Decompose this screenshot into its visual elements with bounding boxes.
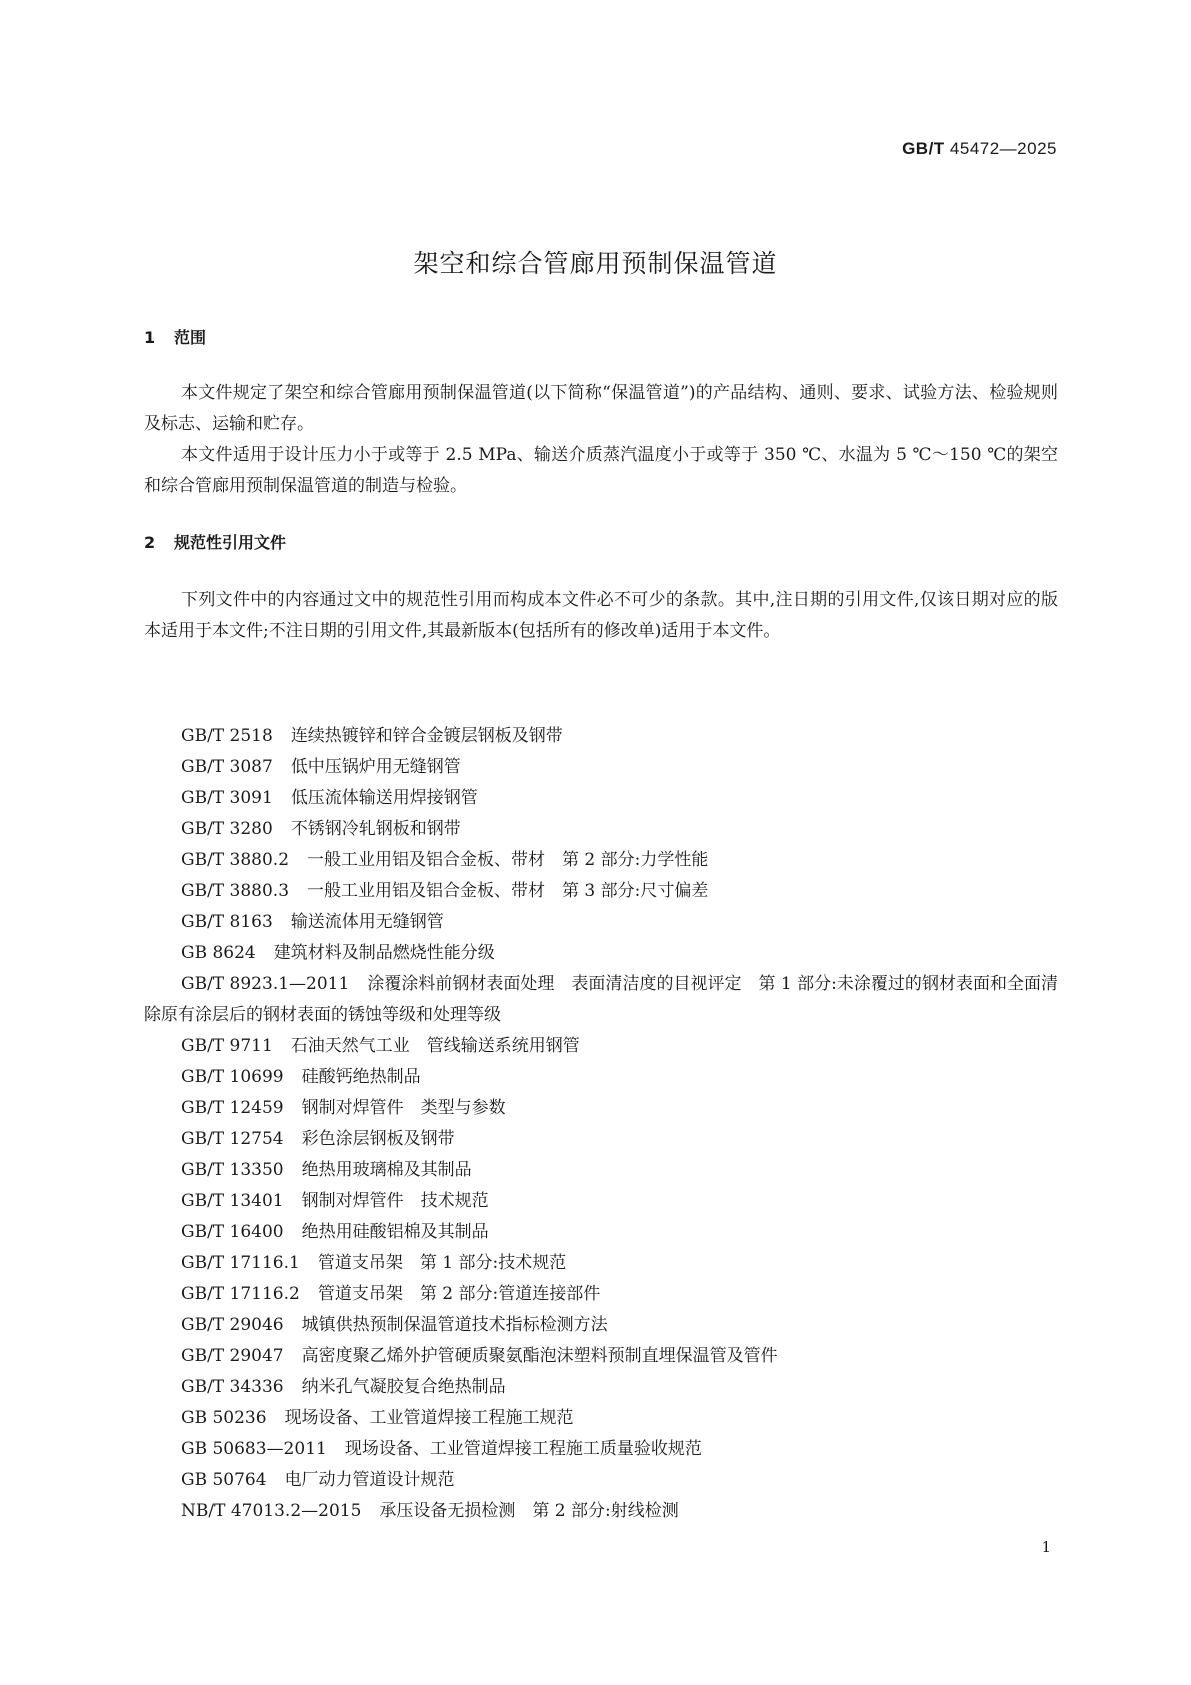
reference-item [144, 1217, 1058, 1248]
reference-item [144, 752, 1058, 783]
reference-item [144, 1248, 1058, 1279]
reference-title: 现场设备、工业管道焊接工程施工质量验收规范 [344, 1439, 702, 1459]
reference-title: 绝热用玻璃棉及其制品 [301, 1160, 472, 1180]
reference-code: GB/T 29047 [181, 1346, 284, 1366]
document-title: 架空和综合管廊用预制保温管道 [413, 249, 778, 278]
reference-item [144, 876, 1058, 907]
standard-prefix: GB/T [902, 139, 945, 158]
reference-title: 承压设备无损检测 第 2 部分:射线检测 [379, 1501, 679, 1521]
reference-item [144, 1124, 1058, 1155]
section-2-heading [144, 530, 286, 553]
reference-code: GB 50683—2011 [181, 1439, 327, 1459]
normative-reference-list [144, 721, 1058, 1527]
reference-item [144, 1031, 1058, 1062]
reference-code: GB 50764 [181, 1470, 267, 1490]
standard-number [902, 139, 1057, 159]
reference-code: GB/T 13350 [181, 1160, 284, 1180]
reference-title: 硅酸钙绝热制品 [301, 1067, 421, 1087]
reference-title: 一般工业用铝及铝合金板、带材 第 3 部分:尺寸偏差 [307, 881, 709, 901]
reference-code: GB/T 9711 [181, 1036, 273, 1056]
references-intro: 下列文件中的内容通过文中的规范性引用而构成本文件必不可少的条款。其中,注日期的引用文件,仅该日期对应的版本适用于本文件;不注日期的引用文件,其最新版本(包括所有的修改单)适用于本文件。 [144, 590, 1058, 641]
reference-title: 输送流体用无缝钢管 [290, 912, 444, 932]
reference-title: 一般工业用铝及铝合金板、带材 第 2 部分:力学性能 [307, 850, 709, 870]
reference-code: GB/T 17116.2 [181, 1284, 300, 1304]
reference-title: 电厂动力管道设计规范 [284, 1470, 455, 1490]
reference-title: 高密度聚乙烯外护管硬质聚氨酯泡沫塑料预制直埋保温管及管件 [301, 1346, 778, 1366]
reference-code: GB/T 8923.1—2011 [181, 974, 350, 994]
reference-title: 纳米孔气凝胶复合绝热制品 [301, 1377, 506, 1397]
reference-title: 石油天然气工业 管线输送系统用钢管 [290, 1036, 580, 1056]
reference-item [144, 907, 1058, 938]
reference-code: NB/T 47013.2—2015 [181, 1501, 362, 1521]
reference-code: GB/T 3280 [181, 819, 273, 839]
reference-title: 彩色涂层钢板及钢带 [301, 1129, 455, 1149]
reference-item [144, 1279, 1058, 1310]
reference-code: GB/T 2518 [181, 726, 273, 746]
reference-item [144, 1403, 1058, 1434]
reference-title: 管道支吊架 第 2 部分:管道连接部件 [317, 1284, 601, 1304]
reference-code: GB/T 3880.2 [181, 850, 290, 870]
section-1-heading [144, 325, 206, 348]
reference-item [144, 1062, 1058, 1093]
reference-code: GB 50236 [181, 1408, 267, 1428]
reference-code: GB/T 16400 [181, 1222, 284, 1242]
reference-code: GB 8624 [181, 943, 256, 963]
scope-paragraph-2: 本文件适用于设计压力小于或等于 2.5 MPa、输送介质蒸汽温度小于或等于 350 ℃、水温为 5 ℃～150 ℃的架空和综合管廊用预制保温管道的制造与检验。 [144, 445, 1058, 496]
reference-item [144, 783, 1058, 814]
reference-title: 现场设备、工业管道焊接工程施工规范 [284, 1408, 574, 1428]
reference-title: 钢制对焊管件 类型与参数 [301, 1098, 506, 1118]
reference-title: 低中压锅炉用无缝钢管 [290, 757, 461, 777]
reference-item [144, 1155, 1058, 1186]
section-2-title: 规范性引用文件 [174, 533, 287, 552]
reference-title: 连续热镀锌和锌合金镀层钢板及钢带 [290, 726, 563, 746]
reference-code: GB/T 8163 [181, 912, 273, 932]
section-1-title: 范围 [174, 328, 207, 347]
reference-code: GB/T 3091 [181, 788, 273, 808]
reference-item [144, 1341, 1058, 1372]
reference-title: 建筑材料及制品燃烧性能分级 [273, 943, 495, 963]
reference-item [144, 1496, 1058, 1527]
reference-title: 管道支吊架 第 1 部分:技术规范 [317, 1253, 567, 1273]
reference-code: GB/T 3880.3 [181, 881, 290, 901]
reference-title: 不锈钢冷轧钢板和钢带 [290, 819, 461, 839]
reference-title: 钢制对焊管件 技术规范 [301, 1191, 489, 1211]
scope-paragraph-1: 本文件规定了架空和综合管廊用预制保温管道(以下简称“保温管道”)的产品结构、通则、要求、试验方法、检验规则及标志、运输和贮存。 [144, 383, 1058, 434]
reference-code: GB/T 29046 [181, 1315, 284, 1335]
reference-item [144, 814, 1058, 845]
reference-code: GB/T 10699 [181, 1067, 284, 1087]
reference-title: 涂覆涂料前钢材表面处理 表面清洁度的目视评定 第 1 部分:未涂覆过的钢材表面和全面清除原有涂层后的钢材表面的锈蚀等级和处理等级 [144, 974, 1058, 1025]
reference-item [144, 721, 1058, 752]
reference-item [144, 1372, 1058, 1403]
reference-title: 绝热用硅酸铝棉及其制品 [301, 1222, 489, 1242]
reference-code: GB/T 3087 [181, 757, 273, 777]
reference-item [144, 969, 1058, 1031]
reference-item [144, 845, 1058, 876]
page-number: 1 [1041, 1538, 1051, 1556]
reference-title: 城镇供热预制保温管道技术指标检测方法 [301, 1315, 608, 1335]
reference-item [144, 1093, 1058, 1124]
section-2-number: 2 [144, 533, 156, 552]
reference-item [144, 1310, 1058, 1341]
reference-code: GB/T 17116.1 [181, 1253, 300, 1273]
reference-item [144, 1186, 1058, 1217]
reference-item [144, 938, 1058, 969]
reference-code: GB/T 34336 [181, 1377, 284, 1397]
reference-item [144, 1465, 1058, 1496]
reference-title: 低压流体输送用焊接钢管 [290, 788, 478, 808]
standard-code: 45472—2025 [949, 139, 1057, 158]
reference-code: GB/T 13401 [181, 1191, 284, 1211]
reference-item [144, 1434, 1058, 1465]
reference-code: GB/T 12754 [181, 1129, 284, 1149]
section-1-number: 1 [144, 328, 156, 347]
reference-code: GB/T 12459 [181, 1098, 284, 1118]
